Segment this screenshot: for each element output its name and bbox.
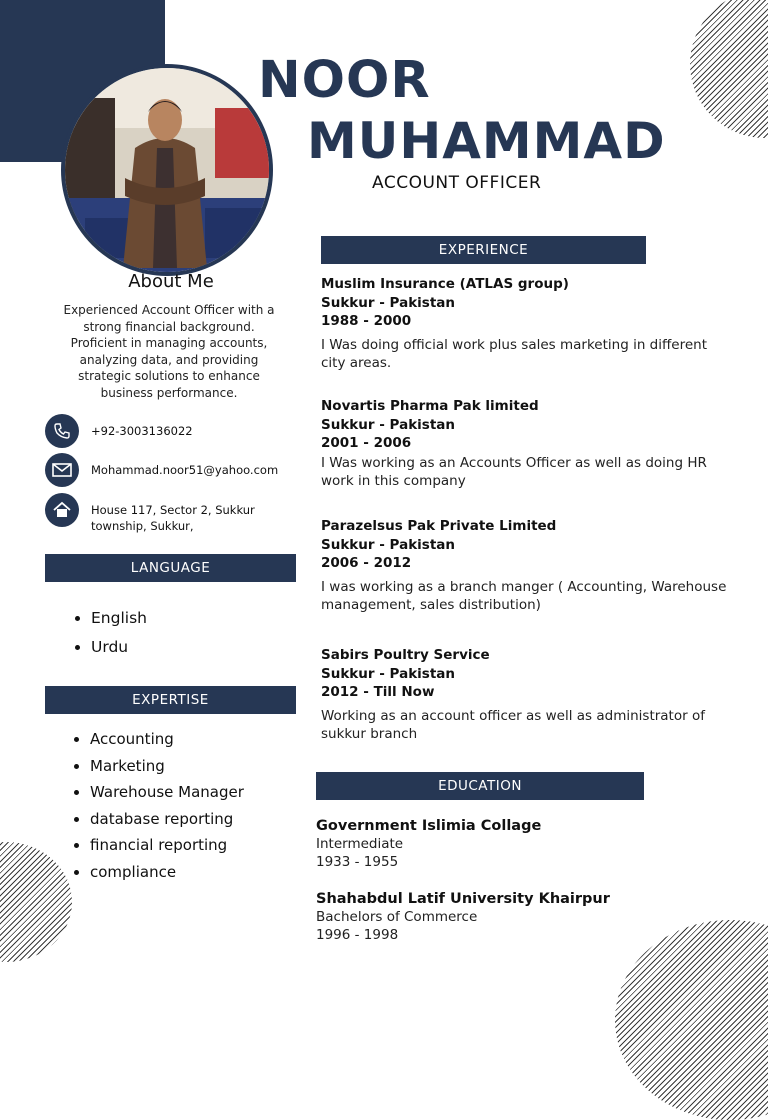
company-name: Muslim Insurance (ATLAS group) (321, 276, 569, 292)
job-description: Working as an account officer as well as administrator of sukkur branch (321, 707, 705, 742)
profile-photo-illustration (65, 68, 269, 272)
job-location: Sukkur - Pakistan (321, 665, 456, 682)
house-icon (45, 493, 79, 527)
last-name: MUHAMMAD (307, 112, 666, 170)
job-title: ACCOUNT OFFICER (372, 173, 542, 193)
list-item: Accounting (90, 726, 244, 753)
education-entry (316, 817, 736, 871)
language-list (71, 604, 147, 662)
school-name: Shahabdul Latif University Khairpur (316, 891, 610, 907)
list-item: financial reporting (90, 832, 244, 859)
job-description: I was working as a branch manger ( Accounting, Warehouse management, sales distribution) (321, 578, 727, 613)
list-item: compliance (90, 859, 244, 886)
experience-entry (321, 397, 741, 491)
email-text: Mohammad.noor51@yahoo.com (91, 463, 279, 477)
job-location: Sukkur - Pakistan (321, 536, 456, 553)
degree: Intermediate (316, 836, 404, 852)
job-years: 2001 - 2006 (321, 435, 412, 451)
about-text: Experienced Account Officer with a strong financial background. Proficient in managing accounts, analyzing data, and providing strategic solutions to enhance business performance. (63, 303, 275, 400)
company-name: Novartis Pharma Pak limited (321, 398, 539, 414)
company-name: Parazelsus Pak Private Limited (321, 518, 557, 534)
language-heading: LANGUAGE (45, 554, 296, 582)
address-line-1: House 117, Sector 2, Sukkur (91, 503, 255, 517)
expertise-heading: EXPERTISE (45, 686, 296, 714)
education-years: 1933 - 1955 (316, 853, 399, 870)
address-line-2: township, Sukkur, (91, 519, 194, 533)
job-years: 2012 - Till Now (321, 684, 435, 700)
job-years: 2006 - 2012 (321, 555, 412, 571)
profile-photo (61, 64, 273, 276)
education-entry (316, 890, 736, 944)
school-name: Government Islimia Collage (316, 818, 542, 834)
job-years: 1988 - 2000 (321, 313, 412, 329)
phone-icon (45, 414, 79, 448)
list-item: Warehouse Manager (90, 779, 244, 806)
phone-text: +92-3003136022 (91, 424, 193, 438)
list-item: Marketing (90, 753, 244, 780)
hatched-circle-bottom-left (0, 842, 72, 962)
envelope-icon (45, 453, 79, 487)
list-item: English (91, 604, 147, 633)
first-name: NOOR (258, 51, 431, 110)
job-location: Sukkur - Pakistan (321, 416, 456, 433)
experience-entry (321, 646, 741, 744)
degree: Bachelors of Commerce (316, 909, 478, 925)
list-item: Urdu (91, 633, 147, 662)
company-name: Sabirs Poultry Service (321, 647, 490, 663)
experience-heading: EXPERIENCE (321, 236, 646, 264)
job-location: Sukkur - Pakistan (321, 294, 456, 311)
education-years: 1996 - 1998 (316, 926, 399, 943)
job-description: I Was working as an Accounts Officer as well as doing HR work in this company (321, 454, 707, 489)
experience-entry (321, 275, 741, 373)
hatched-circle-top-right (690, 0, 768, 138)
experience-entry (321, 517, 741, 615)
job-description: I Was doing official work plus sales marketing in different city areas. (321, 336, 708, 371)
hatched-circle-bottom-right (615, 920, 768, 1120)
education-heading: EDUCATION (316, 772, 644, 800)
expertise-list (70, 726, 244, 885)
about-heading: About Me (128, 271, 214, 292)
list-item: database reporting (90, 806, 244, 833)
